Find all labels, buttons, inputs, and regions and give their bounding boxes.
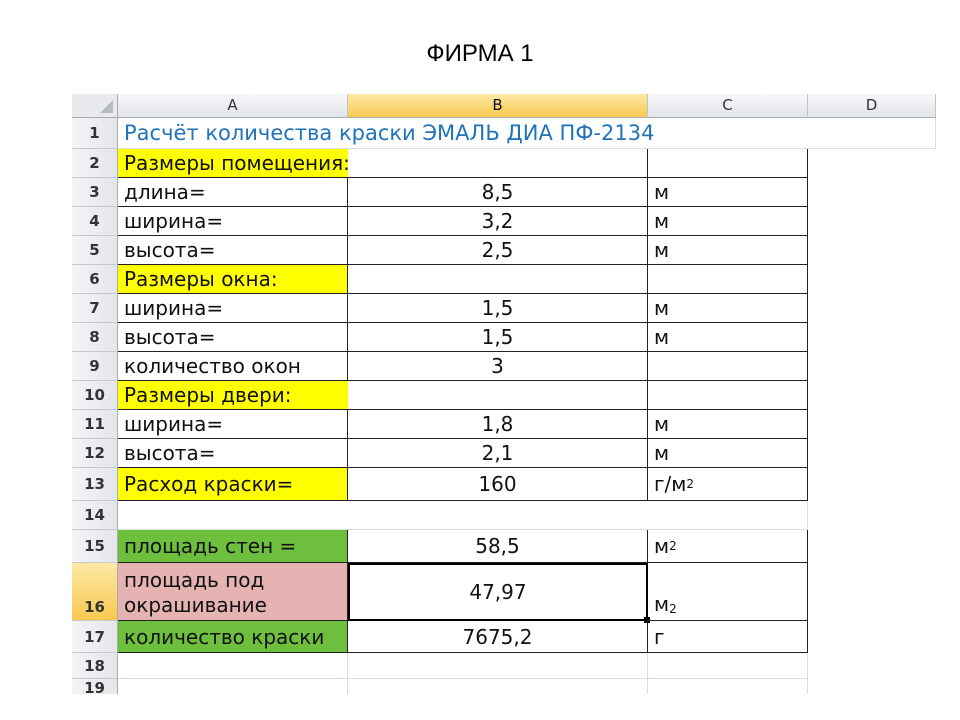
selected-cell[interactable]: 47,97 xyxy=(348,563,648,621)
unit-superscript: 2 xyxy=(686,477,694,491)
unit-cell[interactable]: м xyxy=(648,207,808,236)
column-header-c[interactable]: C xyxy=(648,94,808,118)
value-cell[interactable]: 1,5 xyxy=(348,323,648,352)
empty-cell[interactable] xyxy=(118,679,348,694)
row-header-selected[interactable]: 16 xyxy=(72,563,118,621)
result-label-cell[interactable]: площадь под окрашивание xyxy=(118,563,348,621)
empty-cell[interactable] xyxy=(648,679,808,694)
value-cell[interactable]: 1,5 xyxy=(348,294,648,323)
row-header[interactable]: 15 xyxy=(72,530,118,563)
empty-cell[interactable] xyxy=(348,653,648,679)
row-header[interactable]: 19 xyxy=(72,679,118,694)
label-cell[interactable]: Расход краски= xyxy=(118,468,348,501)
value-cell[interactable]: 160 xyxy=(348,468,648,501)
unit-cell[interactable]: м xyxy=(648,410,808,439)
value-cell[interactable]: 1,8 xyxy=(348,410,648,439)
value-cell[interactable]: 2,1 xyxy=(348,439,648,468)
unit-cell[interactable]: г xyxy=(648,621,808,653)
unit-superscript: 2 xyxy=(669,539,677,553)
row-header[interactable]: 2 xyxy=(72,149,118,178)
section-header-label: Размеры помещения: xyxy=(118,149,348,177)
unit-cell[interactable]: м xyxy=(648,323,808,352)
column-header-d[interactable]: D xyxy=(808,94,936,118)
row-header[interactable]: 1 xyxy=(72,118,118,149)
section-header-label: Размеры двери: xyxy=(118,381,348,409)
unit-cell[interactable] xyxy=(648,468,808,501)
unit-cell[interactable]: м xyxy=(648,236,808,265)
section-header-cell[interactable]: Размеры окна: xyxy=(118,265,348,294)
slide-title: ФИРМА 1 xyxy=(426,40,534,67)
result-label-cell[interactable]: площадь стен = xyxy=(118,530,348,563)
result-value-cell[interactable]: 58,5 xyxy=(348,530,648,563)
row-header[interactable]: 18 xyxy=(72,653,118,679)
row-header[interactable]: 17 xyxy=(72,621,118,653)
unit-cell[interactable] xyxy=(648,530,808,563)
spreadsheet xyxy=(72,94,936,694)
result-value-cell[interactable]: 7675,2 xyxy=(348,621,648,653)
row-header[interactable]: 8 xyxy=(72,323,118,352)
section-header-cell[interactable] xyxy=(118,149,648,178)
value-cell[interactable]: 3 xyxy=(348,352,648,381)
value-cell[interactable]: 2,5 xyxy=(348,236,648,265)
empty-cell[interactable] xyxy=(348,679,648,694)
unit-superscript: 2 xyxy=(669,602,677,616)
value-cell[interactable]: 3,2 xyxy=(348,207,648,236)
unit-text: г/м xyxy=(654,472,687,496)
unit-text: м xyxy=(654,592,670,616)
unit-cell[interactable]: м xyxy=(648,439,808,468)
empty-cell[interactable] xyxy=(348,501,648,530)
row-header[interactable]: 11 xyxy=(72,410,118,439)
row-header[interactable]: 10 xyxy=(72,381,118,410)
empty-cell[interactable] xyxy=(648,653,808,679)
unit-cell[interactable] xyxy=(648,563,808,621)
empty-cell[interactable] xyxy=(648,501,808,530)
value-cell[interactable]: 8,5 xyxy=(348,178,648,207)
column-header-b[interactable]: B xyxy=(348,94,648,118)
row-header[interactable]: 12 xyxy=(72,439,118,468)
sheet-title-cell[interactable]: Расчёт количества краски ЭМАЛЬ ДИА ПФ-2134 xyxy=(118,118,808,149)
row-header[interactable]: 7 xyxy=(72,294,118,323)
column-header-a[interactable]: A xyxy=(118,94,348,118)
row-header[interactable]: 3 xyxy=(72,178,118,207)
row-header[interactable]: 6 xyxy=(72,265,118,294)
empty-cell[interactable] xyxy=(118,653,348,679)
label-cell[interactable]: длина= xyxy=(118,178,348,207)
row-header[interactable]: 9 xyxy=(72,352,118,381)
unit-cell[interactable] xyxy=(648,381,808,410)
result-label-cell[interactable]: количество краски xyxy=(118,621,348,653)
row-header[interactable]: 4 xyxy=(72,207,118,236)
unit-cell[interactable]: м xyxy=(648,178,808,207)
empty-cell[interactable] xyxy=(118,501,348,530)
label-cell[interactable]: количество окон xyxy=(118,352,348,381)
select-all-icon xyxy=(100,100,113,113)
row-header[interactable]: 13 xyxy=(72,468,118,501)
row-header[interactable]: 14 xyxy=(72,501,118,530)
cell-c[interactable] xyxy=(648,149,808,178)
section-header-cell[interactable] xyxy=(118,381,648,410)
unit-text: м xyxy=(654,534,670,558)
select-all-corner[interactable] xyxy=(72,94,118,118)
label-cell[interactable]: высота= xyxy=(118,439,348,468)
cell-d[interactable] xyxy=(808,118,936,149)
value-cell[interactable] xyxy=(348,265,648,294)
unit-cell[interactable] xyxy=(648,265,808,294)
label-cell[interactable]: высота= xyxy=(118,236,348,265)
unit-cell[interactable]: м xyxy=(648,294,808,323)
label-cell[interactable]: высота= xyxy=(118,323,348,352)
row-header[interactable]: 5 xyxy=(72,236,118,265)
label-cell[interactable]: ширина= xyxy=(118,294,348,323)
unit-cell[interactable] xyxy=(648,352,808,381)
label-cell[interactable]: ширина= xyxy=(118,207,348,236)
label-cell[interactable]: ширина= xyxy=(118,410,348,439)
